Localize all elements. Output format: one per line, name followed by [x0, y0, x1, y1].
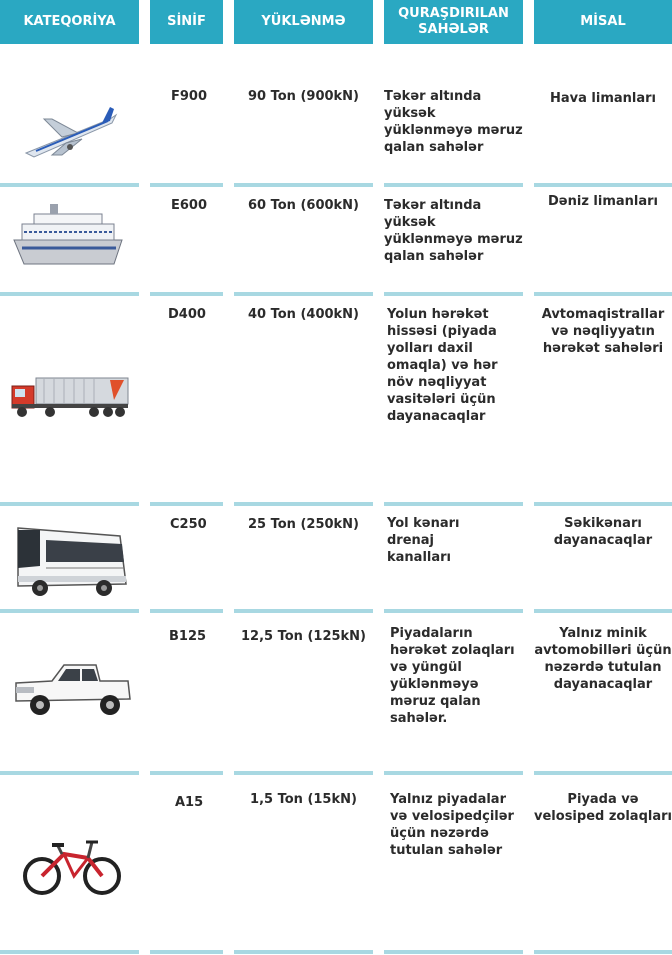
load-b125: 12,5 Ton (125kN)	[241, 629, 366, 644]
bus-icon	[10, 522, 130, 600]
areas-b125: Piyadaların hərəkət zolaqları və yüngül yüklənməyə məruz qalan sahələr.	[390, 626, 515, 726]
load-a15: 1,5 Ton (15kN)	[250, 792, 357, 807]
areas-d400: Yolun hərəkət hissəsi (piyada yolları daxil omaqla) və hər növ nəqliyyat vasitələri üçün dayanacaqlar	[387, 307, 498, 424]
example-a15: Piyada və velosiped zolaqları	[534, 792, 672, 824]
example-f900: Hava limanları	[549, 91, 656, 106]
header-example: MİSAL	[534, 0, 672, 44]
header-class: SİNİF	[150, 0, 223, 44]
example-e600: Dəniz limanları	[548, 194, 658, 209]
areas-c250: Yol kənarı drenaj kanalları	[387, 516, 460, 565]
areas-f900: Təkər altında yüksək yüklənməyə məruz qalan sahələr	[384, 89, 523, 155]
truck-icon	[10, 376, 130, 418]
header-category: KATEQORİYA	[0, 0, 139, 44]
example-c250: Səkikənarı dayanacaqlar	[553, 516, 653, 548]
pickup-truck-icon	[12, 659, 132, 719]
load-e600: 60 Ton (600kN)	[247, 198, 359, 213]
bicycle-icon	[22, 836, 122, 896]
example-b125: Yalnız minik avtomobilləri üçün nəzərdə tutulan dayanacaqlar	[534, 626, 672, 692]
load-f900: 90 Ton (900kN)	[247, 89, 359, 104]
header-load: YÜKLƏNMƏ	[234, 0, 373, 44]
example-d400: Avtomaqistrallar və nəqliyyatın hərəkət sahələri	[541, 307, 665, 356]
class-d400: D400	[168, 307, 206, 322]
class-e600: E600	[171, 198, 208, 213]
class-a15: A15	[175, 795, 204, 810]
class-b125: B125	[169, 629, 207, 644]
airplane-icon	[22, 103, 118, 159]
ship-icon	[12, 202, 124, 268]
load-c250: 25 Ton (250kN)	[247, 517, 359, 532]
class-c250: C250	[170, 517, 207, 532]
areas-a15: Yalnız piyadalar və velosipedçilər üçün nəzərdə tutulan sahələr	[390, 792, 514, 858]
class-f900: F900	[171, 89, 208, 104]
load-d400: 40 Ton (400kN)	[247, 307, 359, 322]
areas-e600: Təkər altında yüksək yüklənməyə məruz qalan sahələr	[384, 198, 523, 264]
header-areas: QURAŞDIRILAN SAHƏLƏR	[384, 0, 523, 44]
